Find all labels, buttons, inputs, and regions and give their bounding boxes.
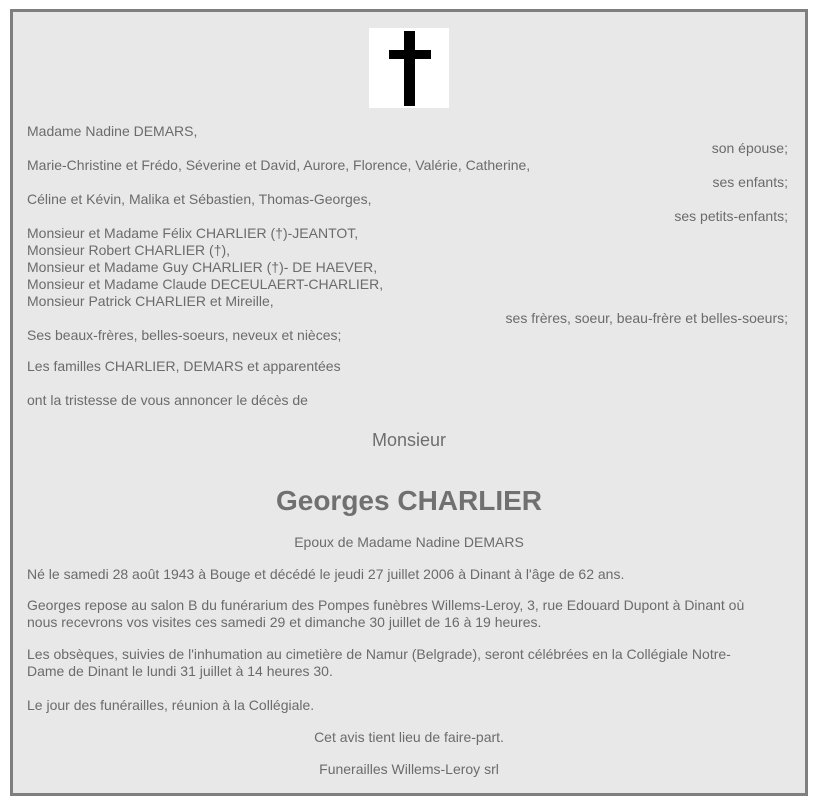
sibling-line: Monsieur et Madame Guy CHARLIER (†)- DE HAEVER, [27, 259, 378, 275]
children-names: Marie-Christine et Frédo, Séverine et David, Aurore, Florence, Valérie, Catherine, [27, 157, 531, 173]
siblings-role: ses frères, soeur, beau-frère et belles-soeurs; [505, 310, 788, 326]
grandchildren-names: Céline et Kévin, Malika et Sébastien, Thomas-Georges, [27, 191, 372, 207]
announcement-line: ont la tristesse de vous annoncer le décès de [27, 392, 308, 408]
deceased-title: Monsieur [371, 430, 447, 450]
rest-line: nous recevrons vos visites ces samedi 29 et dimanche 30 juillet de 16 à 19 heures. [27, 614, 542, 630]
deceased-name: Georges CHARLIER [275, 485, 543, 516]
spouse-line: Epoux de Madame Nadine DEMARS [294, 534, 524, 550]
obituary-card [10, 9, 808, 796]
undertaker-line: Funerailles Willems-Leroy srl [319, 761, 499, 777]
sibling-line: Monsieur et Madame Claude DECEULAERT-CHARLIER, [27, 276, 384, 292]
grandchildren-role: ses petits-enfants; [674, 208, 788, 224]
birth-death-line: Né le samedi 28 août 1943 à Bouge et décédé le jeudi 27 juillet 2006 à Dinant à l'âge de 62 ans. [27, 566, 625, 582]
cross-frame [369, 28, 449, 108]
wife-name: Madame Nadine DEMARS, [27, 123, 198, 139]
funeral-line: Les obsèques, suivies de l'inhumation au cimetière de Namur (Belgrade), seront célébrées en la Collégiale Notre- [27, 646, 731, 662]
sibling-line: Monsieur Patrick CHARLIER et Mireille, [27, 293, 274, 309]
children-role: ses enfants; [712, 174, 788, 190]
funeral-line: Dame de Dinant le lundi 31 juillet à 14 heures 30. [27, 663, 333, 679]
wife-role: son épouse; [711, 140, 788, 156]
families-line: Les familles CHARLIER, DEMARS et apparentées [27, 358, 341, 374]
in-laws-line: Ses beaux-frères, belles-soeurs, neveux et nièces; [27, 327, 342, 343]
notice-line: Cet avis tient lieu de faire-part. [314, 729, 504, 745]
sibling-line: Monsieur et Madame Félix CHARLIER (†)-JEANTOT, [27, 225, 359, 241]
sibling-line: Monsieur Robert CHARLIER (†), [27, 242, 231, 258]
meeting-line: Le jour des funérailles, réunion à la Collégiale. [27, 697, 315, 713]
rest-line: Georges repose au salon B du funérarium des Pompes funèbres Willems-Leroy, 3, rue Edouard Dupont à Dinant où [27, 597, 745, 613]
